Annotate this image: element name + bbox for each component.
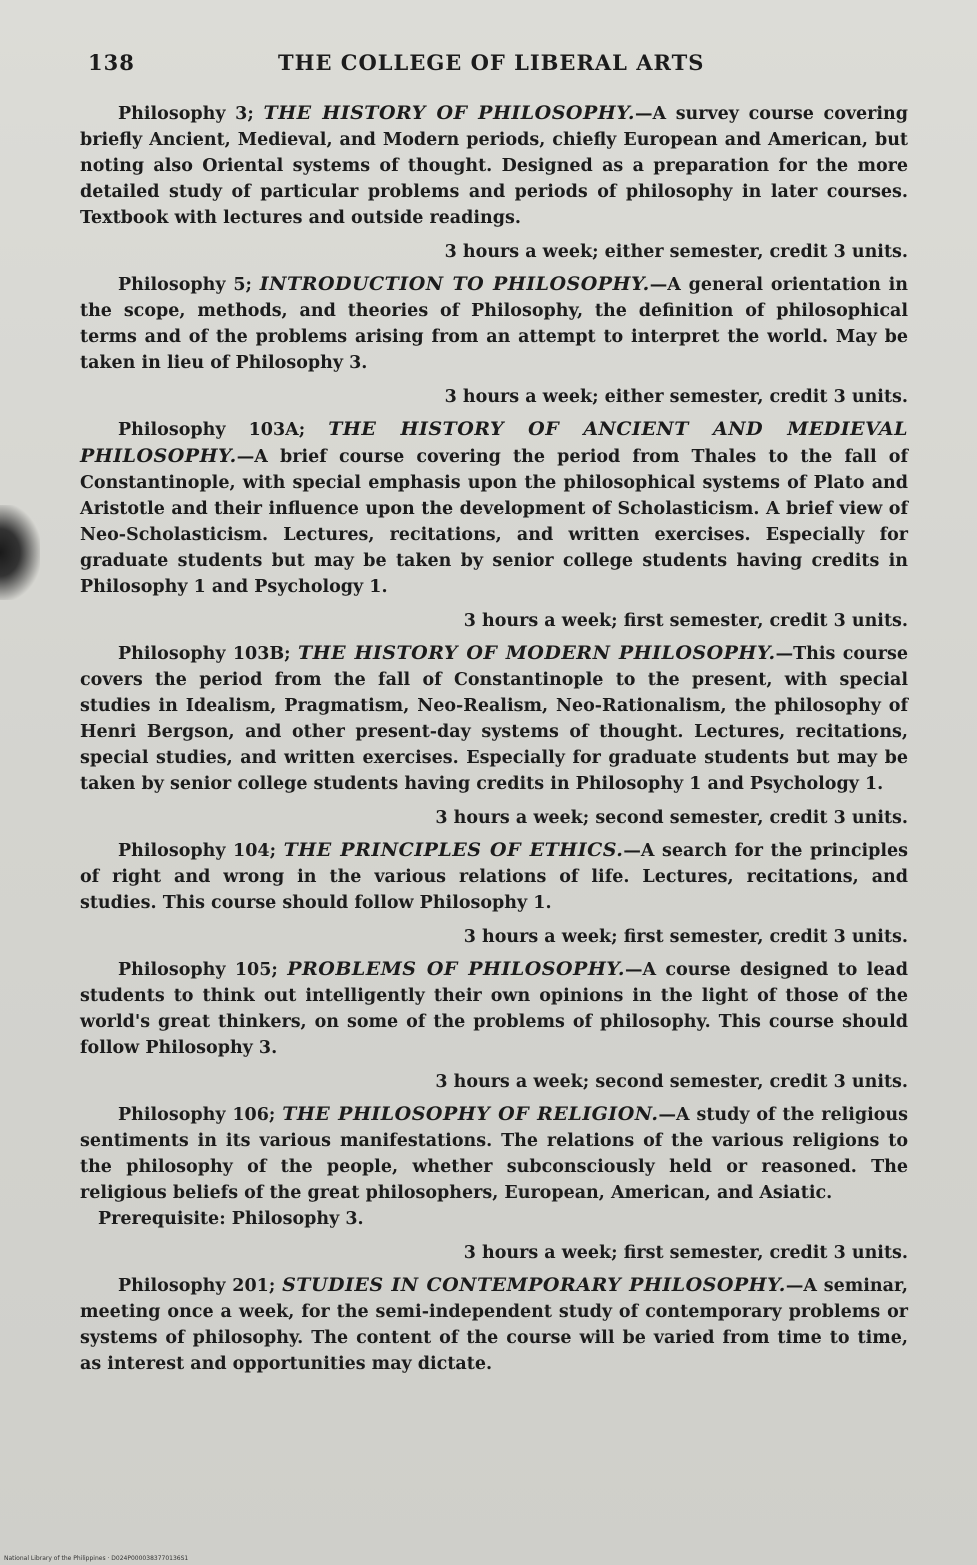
course-code: Philosophy 3; <box>118 104 254 124</box>
course-code: Philosophy 5; <box>118 275 252 295</box>
course-paragraph <box>80 100 908 231</box>
course-title: THE HISTORY OF PHILOSOPHY. <box>263 102 635 124</box>
course-entry-philosophy-5 <box>80 271 908 410</box>
course-description: —A study of the religious sentiments in its various manifestations. The relations of the various religions to the philosophy of the people, whether subconsciously held or reasoned. The religious beliefs of the great philosophers, European, American, and Asiatic. <box>80 1105 909 1203</box>
course-description: —A search for the principles of right and wrong in the various relations of life. Lectures, recitations, and studies. This course should follow Philosophy 1. <box>80 841 908 913</box>
course-title: THE PRINCIPLES OF ETHICS. <box>283 839 624 861</box>
course-paragraph <box>80 1101 908 1206</box>
course-code: Philosophy 103B; <box>118 644 291 664</box>
course-code: Philosophy 103A; <box>118 420 306 440</box>
course-code: Philosophy 106; <box>118 1105 276 1125</box>
course-code: Philosophy 201; <box>118 1276 276 1296</box>
course-paragraph <box>80 271 908 376</box>
course-description: —A brief course covering the period from Thales to the fall of Constantinople, with special emphasis upon the philosophical systems of Plato and Aristotle and their influence upon the development of Scholasticism. A brief view of Neo-Scholasticism. Lectures, recitations, and written exercises. Especially for graduate students but may be taken by senior college students having credits in Philosophy 1 and Psychology 1. <box>80 447 908 597</box>
running-title: THE COLLEGE OF LIBERAL ARTS <box>278 50 705 75</box>
course-code: Philosophy 105; <box>118 960 278 980</box>
course-title: PROBLEMS OF PHILOSOPHY. <box>287 958 626 980</box>
course-paragraph <box>80 956 908 1061</box>
course-title: THE PHILOSOPHY OF RELIGION. <box>282 1103 659 1125</box>
course-entry-philosophy-104 <box>80 837 908 950</box>
course-entry-philosophy-3 <box>80 100 908 265</box>
course-paragraph <box>80 416 908 600</box>
course-entry-philosophy-103b <box>80 640 908 831</box>
course-entry-philosophy-201 <box>80 1272 908 1377</box>
course-paragraph <box>80 837 908 916</box>
course-paragraph <box>80 640 908 797</box>
course-entry-philosophy-103a <box>80 416 908 634</box>
course-title: THE HISTORY OF MODERN PHILOSOPHY. <box>298 642 776 664</box>
page-number: 138 <box>88 50 135 75</box>
course-prerequisite: Prerequisite: Philosophy 3. <box>98 1209 364 1229</box>
course-paragraph <box>80 1272 908 1377</box>
binding-shadow <box>0 505 40 600</box>
course-code: Philosophy 104; <box>118 841 277 861</box>
course-title: INTRODUCTION TO PHILOSOPHY. <box>259 273 650 295</box>
library-stamp: National Library of the Philippines · D024P0000383770136S1 <box>4 1555 189 1562</box>
course-description: —A survey course covering briefly Ancient, Medieval, and Modern periods, chiefly European and American, but noting also Oriental systems of thought. Designed as a preparation for the more detailed study of particular problems and periods of philosophy in later courses. Textbook with lectures and outside readings. <box>80 104 909 228</box>
course-meta: 3 hours a week; either semester, credit 3 units. <box>444 242 908 262</box>
course-meta: 3 hours a week; second semester, credit 3 units. <box>435 808 908 828</box>
course-title: THE HISTORY OF ANCIENT AND MEDIEVAL PHILOSOPHY. <box>80 418 908 467</box>
course-description: —This course covers the period from the fall of Constantinople to the present, with special studies in Idealism, Pragmatism, Neo-Realism, Neo-Rationalism, the philosophy of Henri Bergson, and other present-day systems of thought. Lectures, recitations, special studies, and written exercises. Especially for graduate students but may be taken by senior college students having credits in Philosophy 1 and Psychology 1. <box>80 644 908 794</box>
course-entry-philosophy-106 <box>80 1101 908 1266</box>
course-listing <box>80 100 908 1377</box>
course-meta: 3 hours a week; first semester, credit 3 units. <box>463 611 908 631</box>
course-description: —A general orientation in the scope, methods, and theories of Philosophy, the definition of philosophical terms and of the problems arising from an attempt to interpret the world. May be taken in lieu of Philosophy 3. <box>80 275 909 373</box>
course-description: —A seminar, meeting once a week, for the semi-independent study of contemporary problems or systems of philosophy. The content of the course will be varied from time to time, as interest and opportunities may dictate. <box>80 1276 908 1374</box>
course-meta: 3 hours a week; second semester, credit 3 units. <box>435 1072 908 1092</box>
course-title: STUDIES IN CONTEMPORARY PHILOSOPHY. <box>282 1274 786 1296</box>
course-meta: 3 hours a week; first semester, credit 3 units. <box>463 927 908 947</box>
course-meta: 3 hours a week; either semester, credit 3 units. <box>444 387 908 407</box>
course-entry-philosophy-105 <box>80 956 908 1095</box>
course-meta: 3 hours a week; first semester, credit 3 units. <box>463 1243 908 1263</box>
page-header <box>88 50 908 80</box>
course-description: —A course designed to lead students to think out intelligently their own opinions in the light of those of the world's great thinkers, on some of the problems of philosophy. This course should follow Philosophy 3. <box>80 960 909 1058</box>
